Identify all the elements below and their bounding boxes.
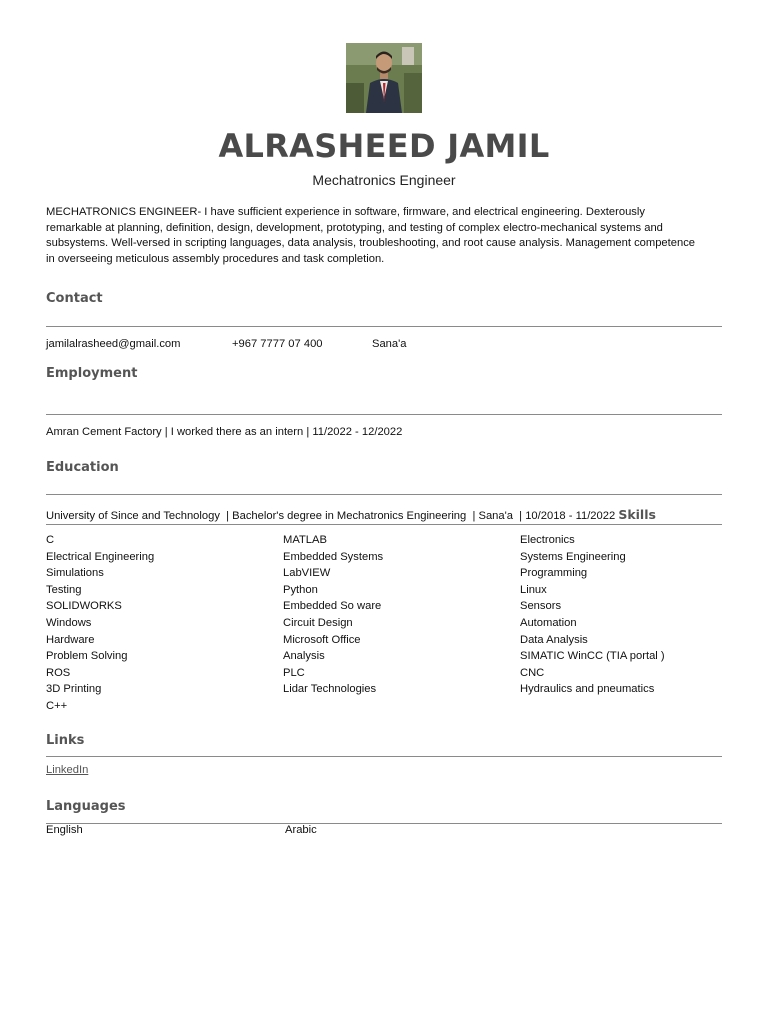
skill-item: LabVIEW: [283, 567, 331, 580]
contact-divider: [46, 326, 722, 327]
language-item: Arabic: [285, 824, 317, 836]
candidate-name: ALRASHEED JAMIL: [218, 127, 550, 165]
skill-item: CNC: [520, 666, 545, 679]
skills-divider: [46, 524, 722, 525]
skill-item: Python: [283, 583, 318, 596]
linkedin-link[interactable]: LinkedIn: [46, 764, 89, 776]
profile-photo-image: [346, 43, 422, 113]
skill-item: MATLAB: [283, 534, 327, 546]
links-heading: Links: [46, 733, 85, 748]
skill-item: Circuit Design: [283, 617, 353, 629]
skills-heading: Skills: [618, 507, 656, 522]
language-item: English: [46, 824, 83, 836]
education-entry-text: University of Since and Technology | Bachelor's degree in Mechatronics Engineering | Sana'a | 10/2018 - 11/2022: [46, 510, 616, 522]
languages-divider: [46, 823, 722, 824]
skill-item: C++: [46, 700, 68, 712]
job-title: Mechatronics Engineer: [312, 172, 456, 188]
skill-item: Electronics: [520, 534, 575, 546]
contact-heading: Contact: [46, 291, 103, 306]
skill-item: C: [46, 534, 55, 546]
links-divider: [46, 756, 722, 757]
skill-item: PLC: [283, 666, 305, 679]
skill-item: Windows: [46, 617, 92, 629]
skill-item: ROS: [46, 666, 71, 679]
contact-email: jamilalrasheed@gmail.com: [46, 338, 181, 350]
skill-item: SOLIDWORKS: [46, 600, 122, 613]
skill-item: Embedded Systems: [283, 550, 384, 563]
education-entry: [46, 507, 656, 522]
skill-item: Microsoft Office: [283, 633, 361, 646]
skill-item: Hardware: [46, 633, 95, 646]
employment-divider: [46, 414, 722, 415]
profile-photo: [346, 43, 422, 113]
employment-heading: Employment: [46, 366, 138, 381]
education-heading: Education: [46, 460, 119, 475]
skill-item: Simulations: [46, 567, 104, 580]
skill-item: Linux: [520, 583, 547, 596]
skill-item: Automation: [520, 617, 577, 629]
skill-item: Sensors: [520, 600, 562, 613]
skill-item: Programming: [520, 567, 588, 580]
skill-item: 3D Printing: [46, 683, 102, 696]
skill-item: Electrical Engineering: [46, 550, 155, 563]
skill-item: Problem Solving: [46, 650, 128, 663]
skill-item: Systems Engineering: [520, 550, 626, 563]
skill-item: Lidar Technologies: [283, 683, 377, 696]
contact-location: Sana'a: [372, 338, 407, 350]
languages-heading: Languages: [46, 799, 126, 814]
education-divider: [46, 494, 722, 495]
skill-item: Embedded So ware: [283, 600, 382, 613]
skill-item: Data Analysis: [520, 633, 588, 646]
skill-item: Analysis: [283, 650, 325, 663]
skill-item: Hydraulics and pneumatics: [520, 683, 655, 696]
contact-phone: +967 7777 07 400: [232, 338, 323, 350]
skill-item: Testing: [46, 583, 82, 596]
employment-entry: Amran Cement Factory | I worked there as an intern | 11/2022 - 12/2022: [46, 426, 403, 438]
profile-summary: MECHATRONICS ENGINEER- I have sufficient experience in software, firmware, and electrical engineering. Dexterously remarkable at planning, definition, design, development, prototyping, and testing of complex electro-mechanical systems and subsystems. Well-versed in scripting languages, data analysis, troubleshooting, and root cause analysis. Management competence in overseeing meticulous assembly procedures and task completion.: [46, 206, 696, 266]
skill-item: SIMATIC WinCC (TIA portal ): [520, 650, 665, 663]
